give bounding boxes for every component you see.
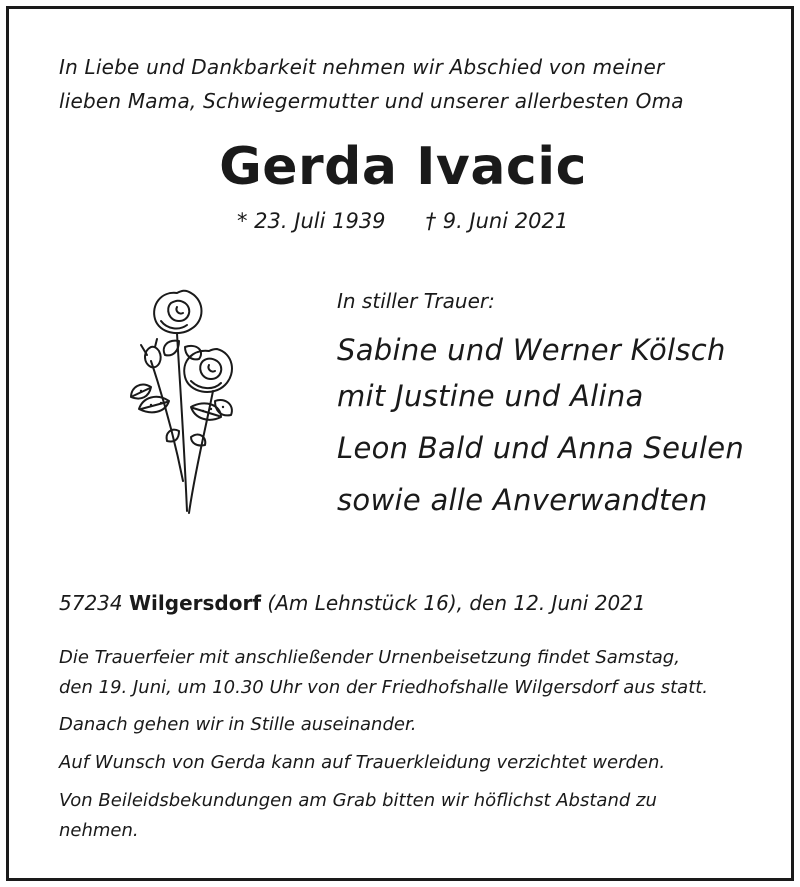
life-dates (237, 209, 568, 233)
notice-line-3: Danach gehen wir in Stille auseinander. (59, 714, 417, 735)
notice-line-1: Die Trauerfeier mit anschließender Urnenbeisetzung findet Samstag, (59, 647, 680, 668)
rose-illustration-icon (121, 281, 241, 521)
postcode: 57234 (59, 591, 123, 615)
birth-date: * 23. Juli 1939 (237, 209, 386, 233)
obituary-card (6, 6, 794, 881)
notice-line-4: Auf Wunsch von Gerda kann auf Trauerkleidung verzichtet werden. (59, 752, 666, 773)
notice-line-5: Von Beileidsbekundungen am Grab bitten wir höflichst Abstand zu (59, 790, 657, 811)
address-date: (Am Lehnstück 16), den 12. Juni 2021 (267, 591, 646, 615)
town-name: Wilgersdorf (128, 591, 262, 615)
notice-line-6: nehmen. (59, 820, 139, 841)
mourner-line-4: sowie alle Anverwandten (337, 483, 708, 517)
mourner-line-2: mit Justine und Alina (337, 379, 644, 413)
place-date-line (59, 591, 646, 615)
intro-line-1: In Liebe und Dankbarkeit nehmen wir Abschied von meiner (59, 55, 665, 79)
intro-line-2: lieben Mama, Schwiegermutter und unserer allerbesten Oma (59, 89, 684, 113)
notice-line-2: den 19. Juni, um 10.30 Uhr von der Friedhofshalle Wilgersdorf aus statt. (59, 677, 709, 698)
death-date: † 9. Juni 2021 (425, 209, 569, 233)
deceased-name: Gerda Ivacic (219, 137, 587, 197)
mourning-label: In stiller Trauer: (337, 289, 495, 313)
mourner-line-3: Leon Bald und Anna Seulen (337, 431, 745, 465)
mourner-line-1: Sabine und Werner Kölsch (337, 333, 726, 367)
